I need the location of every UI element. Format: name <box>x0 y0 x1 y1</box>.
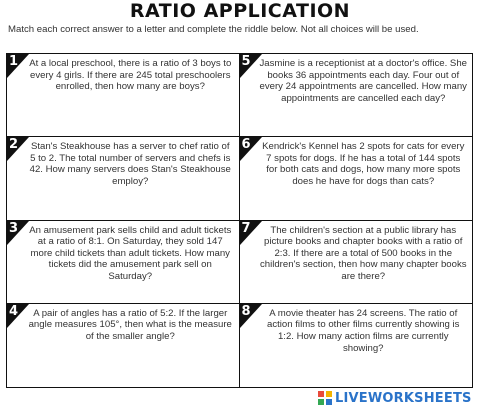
question-card-2 <box>7 137 240 220</box>
question-number: 4 <box>9 303 19 319</box>
question-text: A movie theater has 24 screens. The ratio of action films to other films currently showing is 1:2. How many action films are currently showing? <box>267 307 460 354</box>
liveworksheets-footer <box>318 390 472 406</box>
question-text: The children's section at a public library has picture books and chapter books with a ratio of 2:3. If there are a total of 500 books in the children's section, then how many chapter books are there? <box>259 224 467 282</box>
question-card-4 <box>7 304 240 387</box>
page-title: RATIO APPLICATION <box>129 0 351 22</box>
question-number: 8 <box>241 303 251 319</box>
question-number: 7 <box>241 220 251 236</box>
question-card-1 <box>7 54 240 137</box>
liveworksheets-logo-icon <box>318 391 332 405</box>
question-grid <box>6 53 473 388</box>
question-text: Stan's Steakhouse has a server to chef ratio of 5 to 2. The total number of servers and chefs is 42. How many servers does Stan's Steakhouse employ? <box>29 141 231 188</box>
question-number: 5 <box>241 54 251 69</box>
question-card-6 <box>240 137 473 220</box>
question-number: 1 <box>9 54 19 69</box>
question-text: Kendrick's Kennel has 2 spots for cats for every 7 spots for dogs. If he has a total of 144 spots for both cats and dogs, how many more spots does he have for dogs than cats? <box>262 141 465 188</box>
question-text: An amusement park sells child and adult tickets at a ratio of 8:1. On Saturday, they sold 147 more child tickets than adult tickets. How many tickets did the amusement park sell on Saturday? <box>29 224 232 282</box>
question-number: 3 <box>9 220 19 236</box>
question-text: At a local preschool, there is a ratio of 3 boys to every 4 girls. If there are 245 total preschoolers enrolled, then how many are boys? <box>29 58 232 93</box>
instructions-text: Match each correct answer to a letter and complete the riddle below. Not all choices will be used. <box>8 24 419 35</box>
question-text: A pair of angles has a ratio of 5:2. If the larger angle measures 105°, then what is the measure of the smaller angle? <box>28 307 232 342</box>
question-number: 2 <box>9 137 19 153</box>
question-card-7 <box>240 221 473 304</box>
question-text: Jasmine is a receptionist at a doctor's office. She books 36 appointments each day. Four out of every 24 appointments are cancelled. How many appointments are cancelled each day? <box>259 58 467 104</box>
liveworksheets-brand: LIVEWORKSHEETS <box>335 390 472 406</box>
question-card-5 <box>240 54 473 137</box>
question-card-3 <box>7 221 240 304</box>
question-number: 6 <box>241 137 251 153</box>
question-card-8 <box>240 304 473 387</box>
